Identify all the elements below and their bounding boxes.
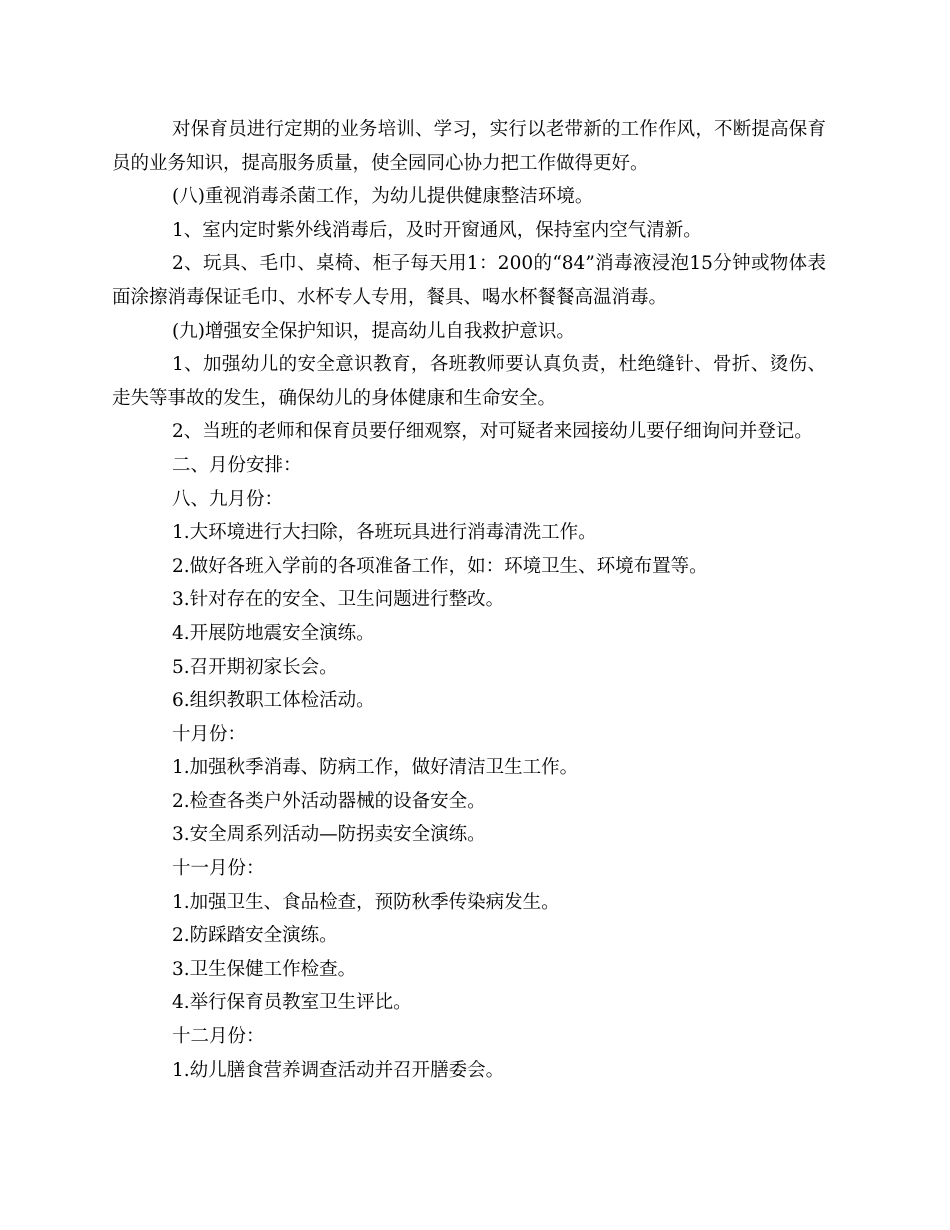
list-item: 2.检查各类户外活动器械的设备安全。 [172,790,486,812]
paragraph-toy-disinfection: 2、玩具、毛巾、桌椅、柜子每天用1：200的“84”消毒液浸泡15分钟或物体表面涂擦消毒保证毛巾、水杯专人专用，餐具、喝水杯餐餐高温消毒。 [112,253,826,308]
heading-october: 十月份： [172,723,247,745]
heading-monthly-schedule: 二、月份安排： [172,454,302,476]
paragraph-pickup-check: 2、当班的老师和保育员要仔细观察，对可疑者来园接幼儿要仔细询问并登记。 [172,421,813,443]
paragraph-training: 对保育员进行定期的业务培训、学习，实行以老带新的工作作风，不断提高保育员的业务知识，提高服务质量，使全园同心协力把工作做得更好。 [112,119,826,174]
paragraph-ventilation: 1、室内定时紫外线消毒后，及时开窗通风，保持室内空气清新。 [172,219,702,241]
list-item: 2.做好各班入学前的各项准备工作，如：环境卫生、环境布置等。 [172,555,708,577]
list-item: 5.召开期初家长会。 [172,656,338,678]
heading-aug-sep: 八、九月份： [172,488,284,510]
paragraph-safety-education: 1、加强幼儿的安全意识教育，各班教师要认真负责，杜绝缝针、骨折、烫伤、走失等事故的发生，确保幼儿的身体健康和生命安全。 [112,354,826,409]
list-item: 3.针对存在的安全、卫生问题进行整改。 [172,589,505,611]
list-item: 1.大环境进行大扫除，各班玩具进行消毒清洗工作。 [172,522,597,544]
document-body [112,113,826,1087]
list-item: 4.开展防地震安全演练。 [172,622,375,644]
list-item: 2.防踩踏安全演练。 [172,925,338,947]
list-item: 1.加强秋季消毒、防病工作，做好清洁卫生工作。 [172,757,579,779]
list-item: 6.组织教职工体检活动。 [172,690,375,712]
list-item: 1.幼儿膳食营养调查活动并召开膳委会。 [172,1059,505,1081]
heading-december: 十二月份： [172,1026,265,1048]
heading-november: 十一月份： [172,858,265,880]
list-item: 4.举行保育员教室卫生评比。 [172,992,412,1014]
list-item: 3.安全周系列活动—防拐卖安全演练。 [172,824,486,846]
heading-safety: (九)增强安全保护知识，提高幼儿自我救护意识。 [172,320,575,342]
list-item: 3.卫生保健工作检查。 [172,958,357,980]
heading-disinfection: (八)重视消毒杀菌工作，为幼儿提供健康整洁环境。 [172,186,594,208]
list-item: 1.加强卫生、食品检查，预防秋季传染病发生。 [172,891,560,913]
